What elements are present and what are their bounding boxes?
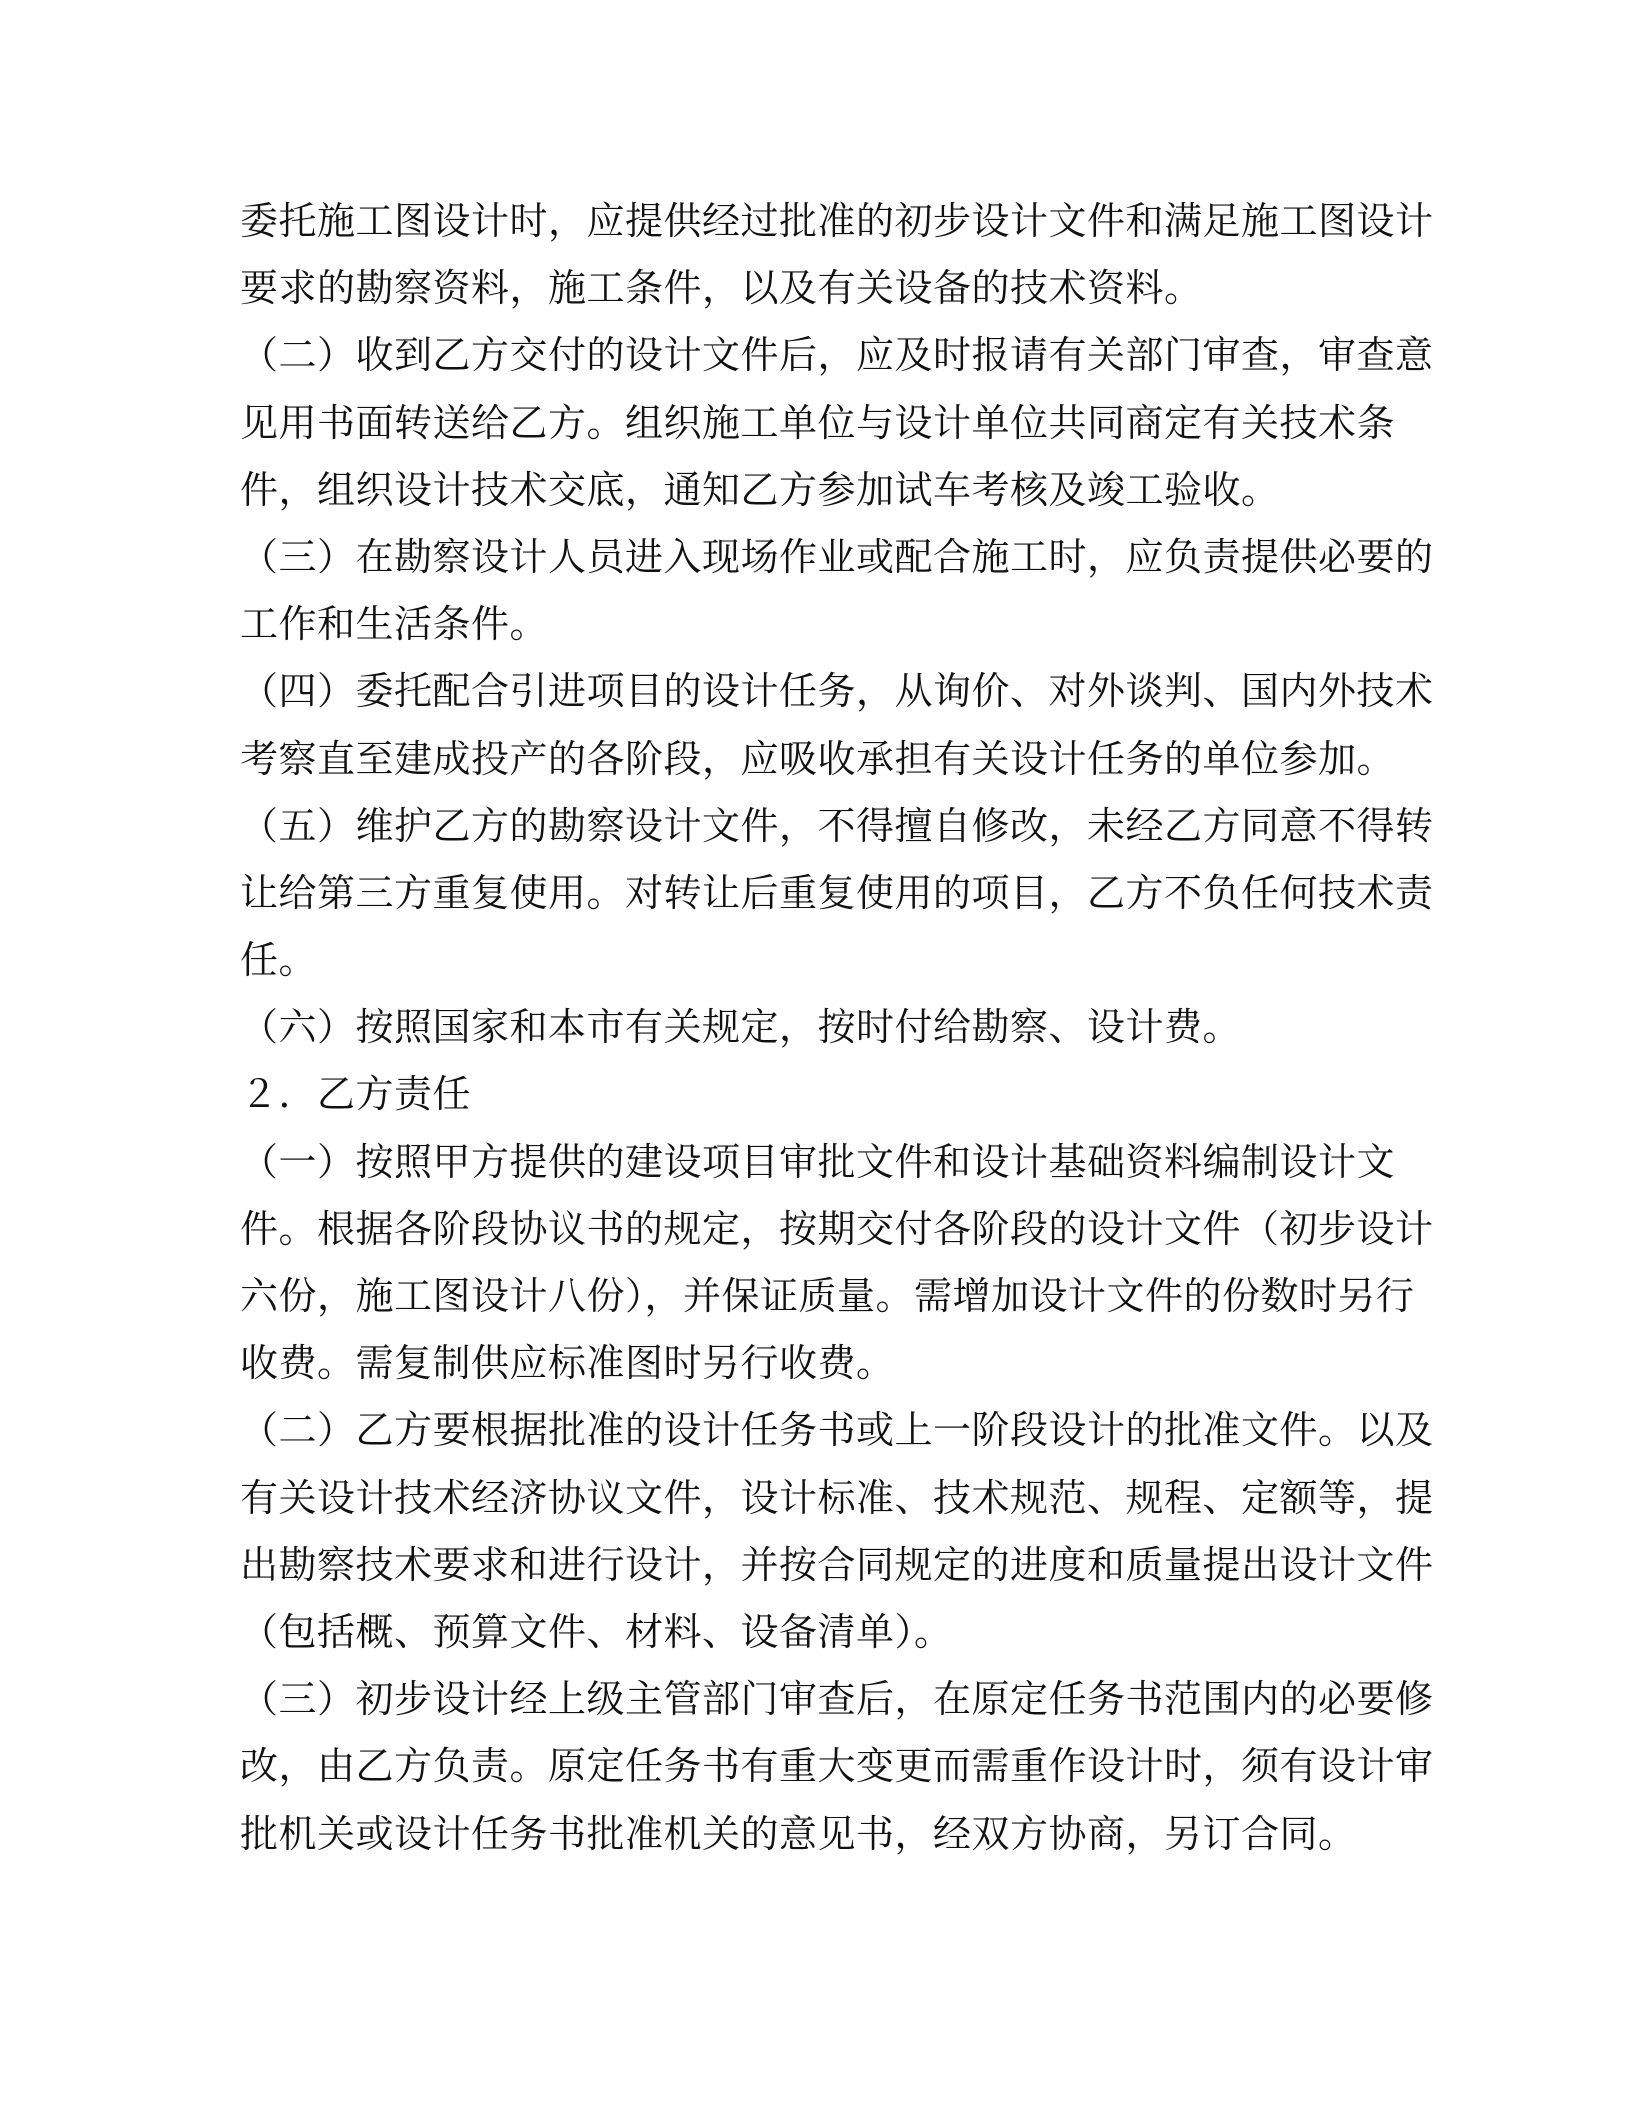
- text-line: （五）维护乙方的勘察设计文件，不得擅自修改，未经乙方同意不得转: [240, 803, 1434, 848]
- text-line: （包括概、预算文件、材料、设备清单）。: [240, 1609, 953, 1654]
- text-line: 件，组织设计技术交底，通知乙方参加试车考核及竣工验收。: [240, 467, 1280, 512]
- text-line: 要求的勘察资料，施工条件，以及有关设备的技术资料。: [240, 266, 1203, 311]
- text-line: 收费。需复制供应标准图时另行收费。: [240, 1341, 895, 1386]
- text-line: （四）委托配合引进项目的设计任务，从询价、对外谈判、国内外技术: [240, 669, 1434, 714]
- text-line: 让给第三方重复使用。对转让后重复使用的项目，乙方不负任何技术责: [240, 870, 1434, 915]
- text-line: 批机关或设计任务书批准机关的意见书，经双方协商，另订合同。: [240, 1811, 1357, 1856]
- text-line: 有关设计技术经济协议文件，设计标准、技术规范、规程、定额等，提: [240, 1475, 1434, 1520]
- text-line: 考察直至建成投产的各阶段，应吸收承担有关设计任务的单位参加。: [240, 736, 1396, 781]
- text-line: （二）收到乙方交付的设计文件后，应及时报请有关部门审查，审查意: [240, 333, 1434, 378]
- text-line: 任。: [240, 938, 318, 983]
- text-line: （一）按照甲方提供的建设项目审批文件和设计基础资料编制设计文: [240, 1139, 1396, 1184]
- text-line: 出勘察技术要求和进行设计，并按合同规定的进度和质量提出设计文件: [240, 1542, 1434, 1587]
- text-line: 委托施工图设计时，应提供经过批准的初步设计文件和满足施工图设计: [240, 199, 1434, 243]
- text-line: 见用书面转送给乙方。组织施工单位与设计单位共同商定有关技术条: [240, 400, 1396, 445]
- text-line: （六）按照国家和本市有关规定，按时付给勘察、设计费。: [240, 1005, 1242, 1050]
- text-line: 工作和生活条件。: [240, 602, 549, 647]
- text-line: （二）乙方要根据批准的设计任务书或上一阶段设计的批准文件。以及: [240, 1408, 1434, 1453]
- text-line: 件。根据各阶段协议书的规定，按期交付各阶段的设计文件（初步设计: [240, 1206, 1434, 1251]
- text-line: （三）在勘察设计人员进入现场作业或配合施工时，应负责提供必要的: [240, 534, 1434, 579]
- text-line: 六份，施工图设计八份），并保证质量。需增加设计文件的份数时另行: [240, 1274, 1415, 1318]
- document-body: [240, 188, 1434, 1868]
- text-line: （三）初步设计经上级主管部门审查后，在原定任务书范围内的必要修: [240, 1677, 1434, 1722]
- section-heading: ２．乙方责任: [240, 1072, 472, 1117]
- text-line: 改，由乙方负责。原定任务书有重大变更而需重作设计时，须有设计审: [240, 1744, 1434, 1789]
